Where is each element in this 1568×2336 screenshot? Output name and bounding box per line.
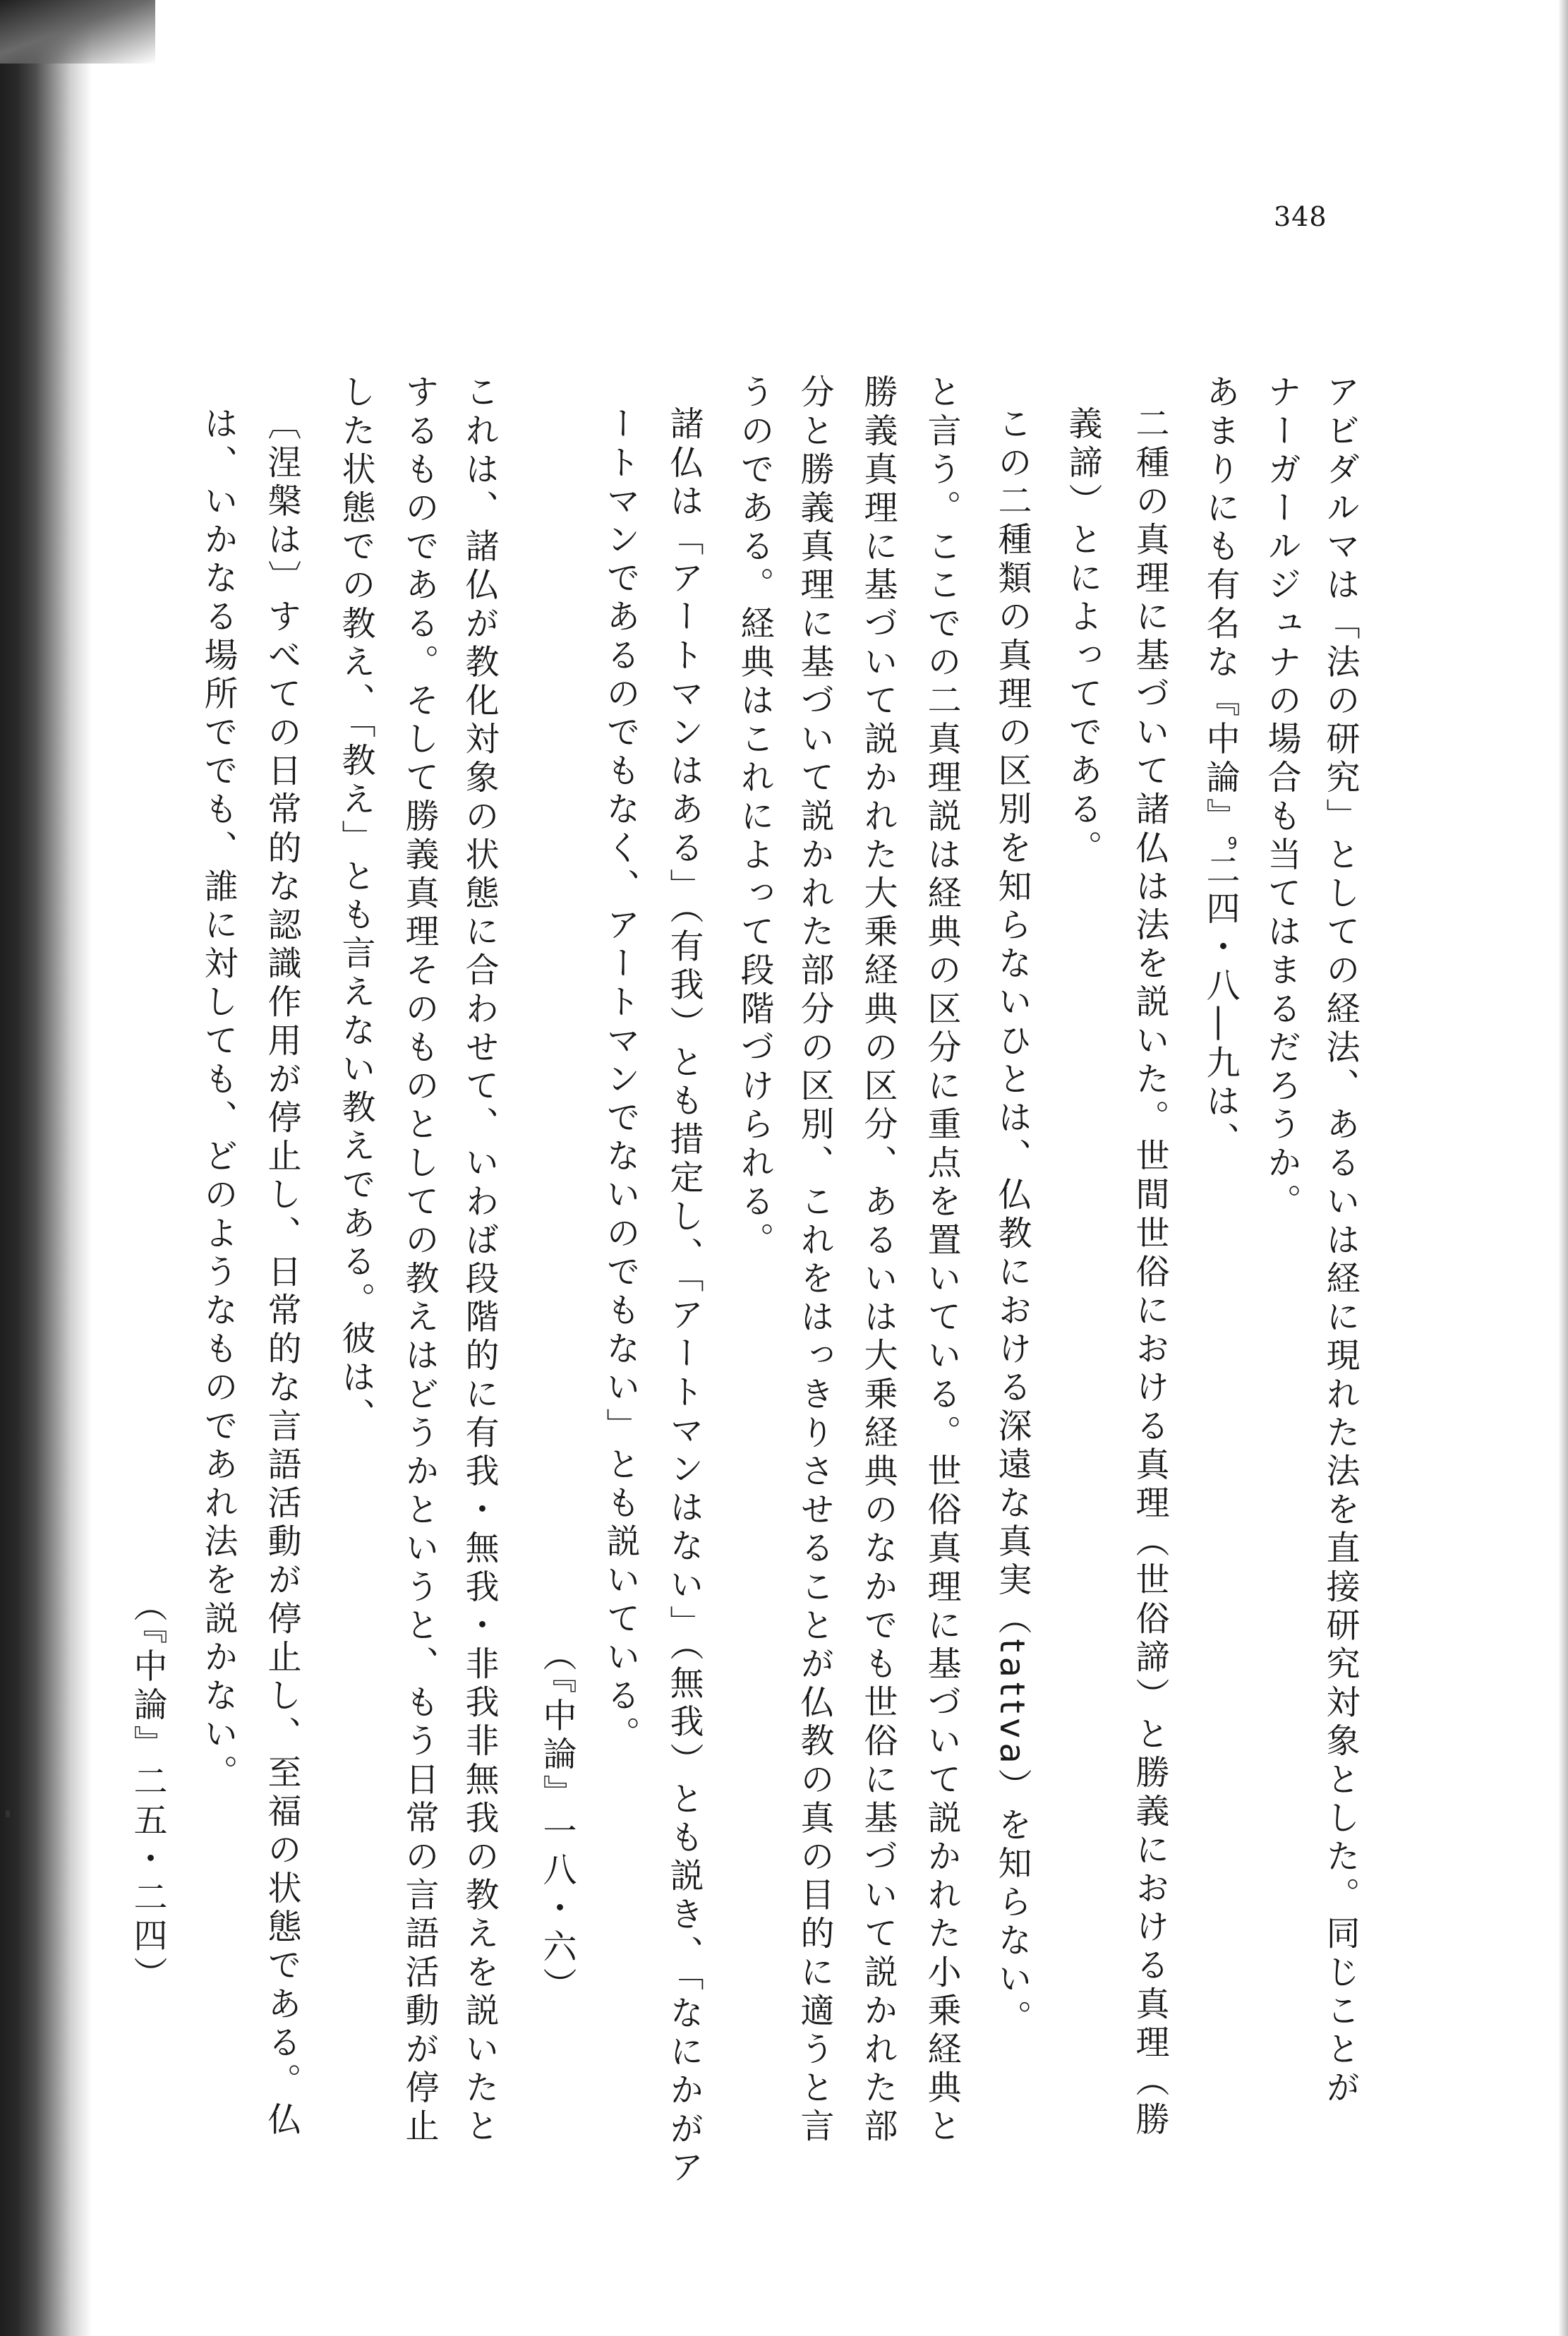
text-column-6: この二種類の真理の区別を知らないひとは、仏教における深遠な真実（tattva）を知らない。 [992,406,1032,2038]
text-column-17: は、いかなる場所ででも、誰に対しても、どのようなものであれ法を説かない。 [198,406,238,1793]
text-column-10: うのである。経典はこれによって段階づけられる。 [735,374,774,1260]
text-column-5: 義諦）とによってである。 [1063,406,1102,869]
text-column-11: 諸仏は「アートマンはある」（有我）とも措定し、「アートマンはない」（無我）とも説き、「なにかがア [664,406,704,2188]
citation-1: （『中論』一八・六） [537,1637,577,2006]
citation-2: （『中論』二五・二四） [128,1588,167,1995]
page-number: 348 [1274,201,1327,232]
page-edge-shadow [1558,0,1568,2336]
text-column-2: ナーガールジュナの場合も当てはまるだろうか。 [1262,374,1301,1222]
binding-shadow [0,0,92,2336]
text-column-4: 二種の真理に基づいて諸仏は法を説いた。世間世俗における真理（世俗諦）と勝義における真理（勝 [1130,406,1169,2140]
binding-corner-shadow [0,0,155,64]
text-column-14: するものである。そして勝義真理そのものとしての教えはどうかというと、もう日常の言語活動が停止 [399,374,439,2147]
text-column-16: 〔涅槃は〕すべての日常的な認識作用が停止し、日常的な言語活動が停止し、至福の状態である。仏 [262,406,301,2140]
text-column-7: と言う。ここでの二真理説は経典の区分に重点を置いている。世俗真理に基づいて説かれた小乗経典と [922,374,961,2147]
text-column-12: ートマンであるのでもなく、アートマンでないのでもない」とも説いている。 [601,406,640,1754]
text-column-3-lead: あまりにも有名な『中論』 [1200,374,1240,837]
scan-speck [6,1810,10,1817]
text-column-8: 勝義真理に基づいて説かれた大乗経典の区分、あるいは大乗経典のなかでも世俗に基づいて説かれた部 [858,374,898,2147]
text-column-13: これは、諸仏が教化対象の状態に合わせて、いわば段階的に有我・無我・非我非無我の教えを説いたと [459,374,499,2147]
text-column-9: 分と勝義真理に基づいて説かれた部分の区別、これをはっきりさせることが仏教の真の目的に適うと言 [795,374,834,2147]
footnote-reference: 9 [1227,836,1238,853]
text-column-1: アビダルマは「法の研究」としての経法、あるいは経に現れた法を直接研究対象とした。同じことが [1320,374,1360,2108]
text-column-3 [1200,374,1253,1160]
text-column-3-tail: 二四・八―九は、 [1200,852,1240,1161]
text-column-15: した状態での教え、「教え」とも言えない教えである。彼は、 [336,374,375,1436]
